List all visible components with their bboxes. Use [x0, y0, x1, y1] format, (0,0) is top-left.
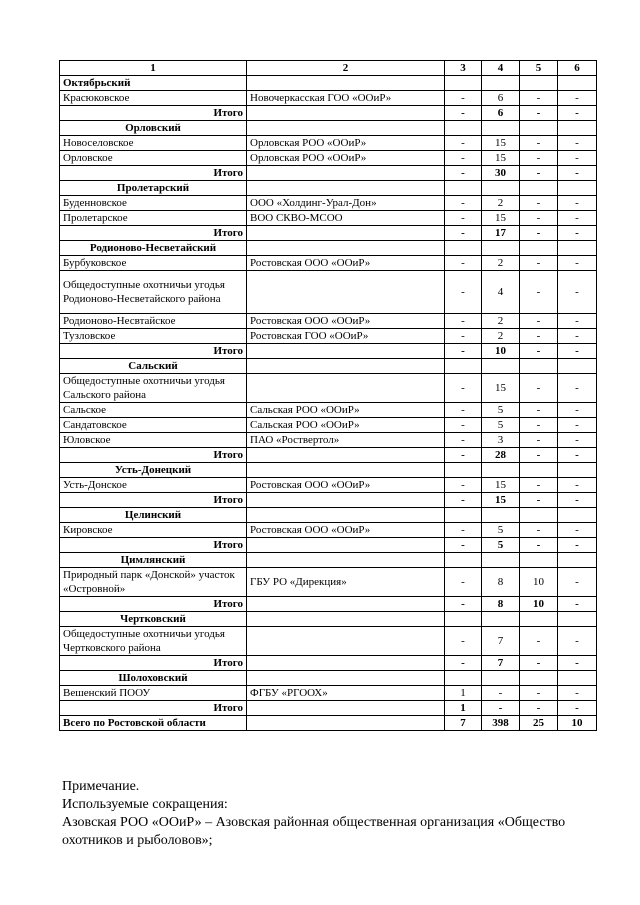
table-row: [60, 256, 597, 271]
table-row: [60, 91, 597, 106]
empty-cell: [482, 463, 520, 478]
empty-cell: [482, 241, 520, 256]
value-col-4: 28: [482, 448, 520, 463]
table-row: [60, 136, 597, 151]
empty-cell: [247, 716, 445, 731]
hunting-ground-name: Новоселовское: [60, 136, 247, 151]
header-col-1: 1: [60, 61, 247, 76]
note-subtitle: Используемые сокращения:: [62, 797, 228, 812]
empty-cell: [482, 76, 520, 91]
value-col-5: -: [520, 136, 558, 151]
value-col-3: -: [445, 403, 482, 418]
value-col-4: 3: [482, 433, 520, 448]
value-col-3: -: [445, 136, 482, 151]
empty-cell: [482, 508, 520, 523]
hunting-ground-name: Бурбуковское: [60, 256, 247, 271]
value-col-5: -: [520, 166, 558, 181]
district-row: [60, 508, 597, 523]
value-col-4: 15: [482, 211, 520, 226]
value-col-3: -: [445, 91, 482, 106]
subtotal-label: Итого: [60, 701, 247, 716]
empty-cell: [445, 121, 482, 136]
value-col-3: 7: [445, 716, 482, 731]
value-col-4: 5: [482, 403, 520, 418]
value-col-6: -: [558, 433, 597, 448]
empty-cell: [247, 344, 445, 359]
empty-cell: [247, 553, 445, 568]
table-row: [60, 151, 597, 166]
empty-cell: [247, 241, 445, 256]
organization-name: ПАО «Роствертол»: [247, 433, 445, 448]
table-row: [60, 374, 597, 403]
value-col-4: 15: [482, 151, 520, 166]
value-col-5: -: [520, 151, 558, 166]
district-name: Шолоховский: [60, 671, 247, 686]
value-col-3: -: [445, 151, 482, 166]
value-col-5: -: [520, 523, 558, 538]
empty-cell: [247, 166, 445, 181]
value-col-3: -: [445, 271, 482, 314]
empty-cell: [482, 181, 520, 196]
district-row: [60, 76, 597, 91]
value-col-3: -: [445, 448, 482, 463]
organization-name: Ростовская ООО «ООиР»: [247, 314, 445, 329]
district-name: Целинский: [60, 508, 247, 523]
grand-total-row: [60, 716, 597, 731]
value-col-3: -: [445, 627, 482, 656]
empty-cell: [520, 76, 558, 91]
value-col-4: 6: [482, 106, 520, 121]
district-row: [60, 553, 597, 568]
value-col-5: 10: [520, 597, 558, 612]
value-col-4: 15: [482, 136, 520, 151]
hunting-ground-name: Природный парк «Донской» участок «Островной»: [60, 568, 247, 597]
empty-cell: [558, 121, 597, 136]
note-line-2: охотников и рыболовов»;: [62, 833, 213, 848]
table-row: [60, 568, 597, 597]
subtotal-row: [60, 597, 597, 612]
value-col-5: -: [520, 211, 558, 226]
value-col-5: -: [520, 196, 558, 211]
value-col-5: -: [520, 627, 558, 656]
empty-cell: [520, 359, 558, 374]
header-col-5: 5: [520, 61, 558, 76]
value-col-6: -: [558, 656, 597, 671]
value-col-4: 5: [482, 523, 520, 538]
value-col-5: -: [520, 106, 558, 121]
subtotal-row: [60, 344, 597, 359]
table-row: [60, 196, 597, 211]
empty-cell: [247, 463, 445, 478]
organization-name: ФГБУ «РГООХ»: [247, 686, 445, 701]
value-col-3: -: [445, 493, 482, 508]
table-row: [60, 523, 597, 538]
value-col-4: -: [482, 701, 520, 716]
table-row: [60, 314, 597, 329]
value-col-3: -: [445, 166, 482, 181]
value-col-5: -: [520, 418, 558, 433]
empty-cell: [247, 448, 445, 463]
district-row: [60, 181, 597, 196]
value-col-5: -: [520, 314, 558, 329]
hunting-ground-name: Общедоступные охотничьи угодья Сальского района: [60, 374, 247, 403]
organization-name: Сальская РОО «ООиР»: [247, 418, 445, 433]
subtotal-row: [60, 701, 597, 716]
value-col-4: 2: [482, 314, 520, 329]
value-col-6: -: [558, 91, 597, 106]
table-row: [60, 627, 597, 656]
empty-cell: [247, 121, 445, 136]
district-row: [60, 463, 597, 478]
value-col-3: -: [445, 329, 482, 344]
empty-cell: [445, 241, 482, 256]
value-col-3: -: [445, 106, 482, 121]
value-col-6: -: [558, 418, 597, 433]
empty-cell: [520, 121, 558, 136]
district-name: Усть-Донецкий: [60, 463, 247, 478]
organization-name: Ростовская ООО «ООиР»: [247, 256, 445, 271]
table-row: [60, 329, 597, 344]
value-col-5: -: [520, 403, 558, 418]
organization-name: [247, 374, 445, 403]
organization-name: Ростовская ООО «ООиР»: [247, 478, 445, 493]
value-col-3: -: [445, 433, 482, 448]
value-col-6: -: [558, 136, 597, 151]
hunting-ground-name: Тузловское: [60, 329, 247, 344]
district-name: Родионово-Несветайский: [60, 241, 247, 256]
value-col-4: 4: [482, 271, 520, 314]
value-col-5: 10: [520, 568, 558, 597]
organization-name: Ростовская ООО «ООиР»: [247, 523, 445, 538]
table-row: [60, 478, 597, 493]
value-col-6: -: [558, 403, 597, 418]
value-col-5: -: [520, 493, 558, 508]
value-col-6: -: [558, 271, 597, 314]
empty-cell: [247, 612, 445, 627]
subtotal-label: Итого: [60, 344, 247, 359]
note-title: Примечание.: [62, 779, 140, 794]
district-row: [60, 612, 597, 627]
value-col-5: -: [520, 538, 558, 553]
value-col-4: 15: [482, 493, 520, 508]
empty-cell: [558, 359, 597, 374]
value-col-6: -: [558, 151, 597, 166]
empty-cell: [558, 76, 597, 91]
subtotal-label: Итого: [60, 493, 247, 508]
value-col-4: 15: [482, 374, 520, 403]
empty-cell: [558, 612, 597, 627]
table-row: [60, 271, 597, 314]
subtotal-row: [60, 226, 597, 241]
empty-cell: [445, 612, 482, 627]
empty-cell: [247, 359, 445, 374]
empty-cell: [247, 106, 445, 121]
value-col-5: -: [520, 656, 558, 671]
header-col-4: 4: [482, 61, 520, 76]
organization-name: Ростовская ГОО «ООиР»: [247, 329, 445, 344]
empty-cell: [445, 508, 482, 523]
subtotal-label: Итого: [60, 166, 247, 181]
district-name: Октябрьский: [60, 76, 247, 91]
hunting-quota-table: [59, 60, 597, 731]
subtotal-label: Итого: [60, 538, 247, 553]
hunting-ground-name: Усть-Донское: [60, 478, 247, 493]
value-col-6: -: [558, 314, 597, 329]
hunting-ground-name: Пролетарское: [60, 211, 247, 226]
hunting-ground-name: Юловское: [60, 433, 247, 448]
empty-cell: [558, 241, 597, 256]
value-col-6: -: [558, 568, 597, 597]
subtotal-row: [60, 538, 597, 553]
subtotal-row: [60, 656, 597, 671]
value-col-3: -: [445, 523, 482, 538]
empty-cell: [445, 359, 482, 374]
value-col-4: 8: [482, 568, 520, 597]
value-col-6: -: [558, 493, 597, 508]
organization-name: Сальская РОО «ООиР»: [247, 403, 445, 418]
empty-cell: [558, 463, 597, 478]
value-col-6: -: [558, 329, 597, 344]
organization-name: Новочеркасская ГОО «ООиР»: [247, 91, 445, 106]
subtotal-label: Итого: [60, 597, 247, 612]
value-col-3: -: [445, 418, 482, 433]
value-col-6: -: [558, 106, 597, 121]
value-col-5: -: [520, 344, 558, 359]
value-col-6: -: [558, 211, 597, 226]
empty-cell: [520, 553, 558, 568]
subtotal-label: Итого: [60, 656, 247, 671]
empty-cell: [247, 493, 445, 508]
table-row: [60, 403, 597, 418]
value-col-3: -: [445, 211, 482, 226]
district-name: Чертковский: [60, 612, 247, 627]
district-row: [60, 121, 597, 136]
empty-cell: [247, 76, 445, 91]
hunting-ground-name: Буденновское: [60, 196, 247, 211]
value-col-4: 15: [482, 478, 520, 493]
value-col-4: 8: [482, 597, 520, 612]
district-name: Пролетарский: [60, 181, 247, 196]
value-col-6: -: [558, 478, 597, 493]
value-col-5: -: [520, 686, 558, 701]
value-col-4: 5: [482, 418, 520, 433]
value-col-4: 17: [482, 226, 520, 241]
value-col-3: 1: [445, 686, 482, 701]
empty-cell: [520, 671, 558, 686]
table-row: [60, 433, 597, 448]
empty-cell: [520, 508, 558, 523]
value-col-6: -: [558, 344, 597, 359]
subtotal-label: Итого: [60, 226, 247, 241]
hunting-ground-name: Сальское: [60, 403, 247, 418]
value-col-3: 1: [445, 701, 482, 716]
value-col-5: -: [520, 256, 558, 271]
district-name: Сальский: [60, 359, 247, 374]
value-col-6: -: [558, 166, 597, 181]
value-col-6: -: [558, 523, 597, 538]
grand-total-label: Всего по Ростовской области: [60, 716, 247, 731]
organization-name: Орловская РОО «ООиР»: [247, 151, 445, 166]
organization-name: Орловская РОО «ООиР»: [247, 136, 445, 151]
value-col-5: 25: [520, 716, 558, 731]
value-col-4: 5: [482, 538, 520, 553]
value-col-3: -: [445, 196, 482, 211]
value-col-3: -: [445, 538, 482, 553]
value-col-6: -: [558, 196, 597, 211]
empty-cell: [247, 508, 445, 523]
subtotal-row: [60, 493, 597, 508]
organization-name: [247, 627, 445, 656]
value-col-4: 7: [482, 627, 520, 656]
hunting-ground-name: Орловское: [60, 151, 247, 166]
value-col-3: -: [445, 478, 482, 493]
value-col-5: -: [520, 448, 558, 463]
value-col-4: 6: [482, 91, 520, 106]
value-col-5: -: [520, 478, 558, 493]
organization-name: ООО «Холдинг-Урал-Дон»: [247, 196, 445, 211]
empty-cell: [445, 463, 482, 478]
table-row: [60, 418, 597, 433]
value-col-5: -: [520, 374, 558, 403]
hunting-ground-name: Красюковское: [60, 91, 247, 106]
empty-cell: [482, 121, 520, 136]
district-name: Орловский: [60, 121, 247, 136]
empty-cell: [247, 597, 445, 612]
empty-cell: [445, 553, 482, 568]
value-col-5: -: [520, 271, 558, 314]
value-col-5: -: [520, 329, 558, 344]
district-row: [60, 359, 597, 374]
value-col-6: -: [558, 226, 597, 241]
empty-cell: [520, 241, 558, 256]
value-col-4: 2: [482, 256, 520, 271]
header-col-6: 6: [558, 61, 597, 76]
empty-cell: [482, 671, 520, 686]
empty-cell: [247, 656, 445, 671]
table-row: [60, 211, 597, 226]
value-col-6: -: [558, 686, 597, 701]
district-name: Цимлянский: [60, 553, 247, 568]
organization-name: ВОО СКВО-МСОО: [247, 211, 445, 226]
district-row: [60, 671, 597, 686]
header-row: [60, 61, 597, 76]
empty-cell: [445, 181, 482, 196]
hunting-ground-name: Кировское: [60, 523, 247, 538]
value-col-4: -: [482, 686, 520, 701]
value-col-5: -: [520, 701, 558, 716]
organization-name: [247, 271, 445, 314]
empty-cell: [520, 181, 558, 196]
empty-cell: [445, 76, 482, 91]
empty-cell: [558, 508, 597, 523]
hunting-ground-name: Общедоступные охотничьи угодья Чертковского района: [60, 627, 247, 656]
subtotal-row: [60, 166, 597, 181]
value-col-3: -: [445, 568, 482, 597]
value-col-6: -: [558, 256, 597, 271]
hunting-ground-name: Сандатовское: [60, 418, 247, 433]
value-col-3: -: [445, 344, 482, 359]
table-row: [60, 686, 597, 701]
empty-cell: [520, 463, 558, 478]
value-col-4: 2: [482, 196, 520, 211]
value-col-6: -: [558, 597, 597, 612]
hunting-ground-name: Общедоступные охотничьи угодья Родионово-Несветайского района: [60, 271, 247, 314]
value-col-3: -: [445, 256, 482, 271]
empty-cell: [247, 671, 445, 686]
value-col-4: 398: [482, 716, 520, 731]
value-col-3: -: [445, 314, 482, 329]
value-col-4: 30: [482, 166, 520, 181]
subtotal-label: Итого: [60, 448, 247, 463]
value-col-5: -: [520, 226, 558, 241]
value-col-4: 10: [482, 344, 520, 359]
organization-name: ГБУ РО «Дирекция»: [247, 568, 445, 597]
value-col-3: -: [445, 374, 482, 403]
value-col-3: -: [445, 656, 482, 671]
value-col-4: 2: [482, 329, 520, 344]
value-col-6: 10: [558, 716, 597, 731]
note-line-1: Азовская РОО «ООиР» – Азовская районная общественная организация «Общество: [62, 815, 566, 830]
empty-cell: [247, 701, 445, 716]
subtotal-label: Итого: [60, 106, 247, 121]
header-col-3: 3: [445, 61, 482, 76]
value-col-5: -: [520, 91, 558, 106]
subtotal-row: [60, 106, 597, 121]
header-col-2: 2: [247, 61, 445, 76]
empty-cell: [482, 553, 520, 568]
hunting-ground-name: Вешенский ПООУ: [60, 686, 247, 701]
empty-cell: [558, 671, 597, 686]
value-col-6: -: [558, 538, 597, 553]
empty-cell: [558, 553, 597, 568]
value-col-3: -: [445, 597, 482, 612]
empty-cell: [247, 226, 445, 241]
empty-cell: [247, 181, 445, 196]
value-col-6: -: [558, 627, 597, 656]
empty-cell: [558, 181, 597, 196]
empty-cell: [482, 359, 520, 374]
hunting-ground-name: Родионово-Несвтайское: [60, 314, 247, 329]
value-col-4: 7: [482, 656, 520, 671]
empty-cell: [520, 612, 558, 627]
value-col-3: -: [445, 226, 482, 241]
table-body: [60, 76, 597, 731]
value-col-6: -: [558, 374, 597, 403]
empty-cell: [247, 538, 445, 553]
value-col-6: -: [558, 448, 597, 463]
empty-cell: [482, 612, 520, 627]
district-row: [60, 241, 597, 256]
value-col-5: -: [520, 433, 558, 448]
value-col-6: -: [558, 701, 597, 716]
subtotal-row: [60, 448, 597, 463]
empty-cell: [445, 671, 482, 686]
